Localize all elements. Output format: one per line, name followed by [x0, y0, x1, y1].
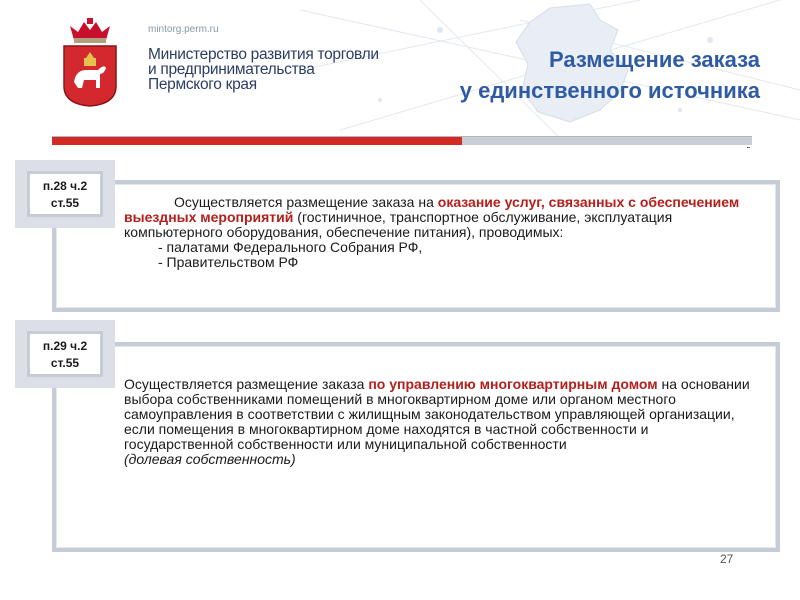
slide-header	[0, 0, 800, 138]
header-divider-gray	[462, 137, 752, 145]
section-tag-1-line-2: ст.55	[50, 196, 80, 210]
section-1-intro: Осуществляется размещение заказа на	[174, 194, 438, 210]
perm-krai-coat-of-arms	[60, 16, 120, 108]
slide-title-line-2: у единственного источника	[459, 78, 760, 103]
section-tag-2-line-2: ст.55	[50, 356, 80, 370]
section-tag-2	[27, 331, 103, 377]
section-2-intro: Осуществляется размещение заказа	[124, 376, 369, 392]
section-2-text	[124, 377, 754, 467]
section-tag-1-line-1: п.28 ч.2	[42, 179, 88, 193]
section-tag-2-line-1: п.29 ч.2	[42, 339, 88, 353]
ministry-name	[148, 47, 379, 92]
section-1-bullet-2: - Правительством РФ	[158, 254, 299, 270]
header-divider-red	[52, 137, 462, 145]
section-1-text	[124, 195, 754, 270]
ministry-line-2: и предпринимательства	[148, 61, 315, 78]
section-tag-2-frame	[15, 320, 115, 388]
section-tag-1	[27, 171, 103, 217]
header-divider-tick	[747, 147, 750, 148]
section-2-rest: на основании выбора собственниками помещений в многоквартирном доме или органом местного самоуправления в соответствии с жилищным законодательством управляющей организации, если помещения в многоквартирном доме находятся в частной собственности и государственной собственности или муниципальной собственности	[124, 376, 750, 452]
ministry-line-1: Министерство развития торговли	[148, 46, 379, 63]
section-2-note: (долевая собственность)	[124, 451, 296, 467]
page-number: 27	[720, 552, 734, 566]
section-1-highlight: оказание услуг, связанных с обеспечением выездных мероприятий	[124, 194, 740, 225]
ministry-line-3: Пермского края	[148, 76, 257, 93]
section-1-rest: (гостиничное, транспортное обслуживание, эксплуатация компьютерного оборудования, обеспечение питания), проводимых:	[124, 209, 673, 240]
slide-title-line-1: Размещение заказа	[548, 47, 760, 72]
section-tag-1-frame	[15, 160, 115, 228]
slide-title	[460, 44, 760, 106]
section-1-bullet-1: - палатами Федерального Собрания РФ,	[158, 239, 423, 255]
section-2-highlight: по управлению многоквартирным домом	[368, 376, 658, 392]
site-url: mintorg.perm.ru	[148, 24, 219, 35]
